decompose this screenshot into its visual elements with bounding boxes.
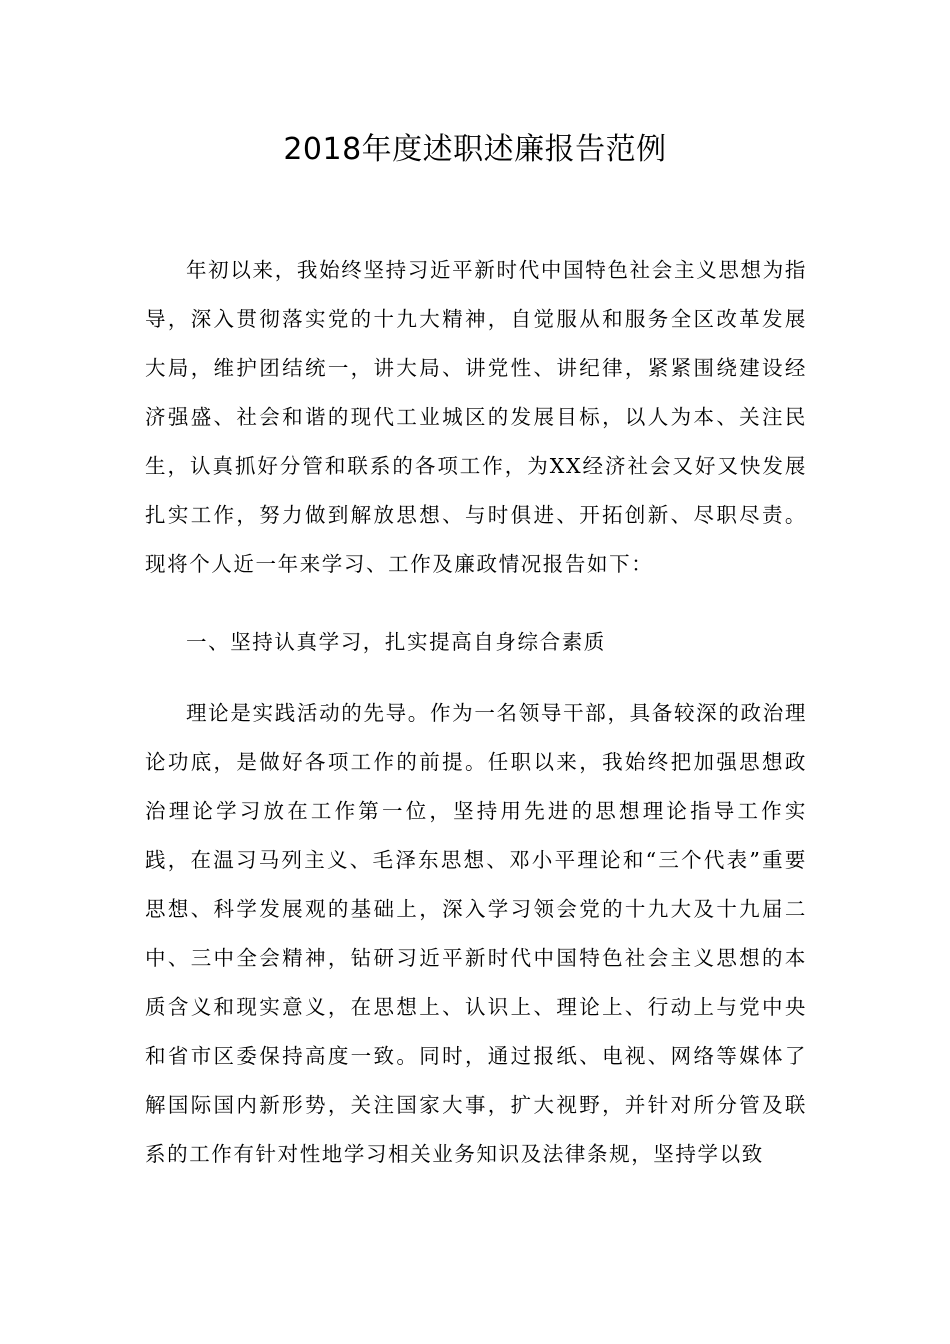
body-paragraph-intro: [145, 246, 807, 589]
body-paragraph-theory: [145, 689, 807, 1179]
section-heading-1: [145, 618, 807, 667]
paragraph-text: 理论是实践活动的先导。作为一名领导干部，具备较深的政治理论功底，是做好各项工作的前提。任职以来，我始终把加强思想政治理论学习放在工作第一位，坚持用先进的思想理论指导工作实践，在温习马列主义、毛泽东思想、邓小平理论和“三个代表”重要思想、科学发展观的基础上，深入学习领会党的十九大及十九届二中、三中全会精神，钻研习近平新时代中国特色社会主义思想的本质含义和现实意义，在思想上、认识上、理论上、行动上与党中央和省市区委保持高度一致。同时，通过报纸、电视、网络等媒体了解国际国内新形势，关注国家大事，扩大视野，并针对所分管及联系的工作有针对性地学习相关业务知识及法律条规，坚持学以致: [145, 701, 807, 1166]
paragraph-text: 年初以来，我始终坚持习近平新时代中国特色社会主义思想为指导，深入贯彻落实党的十九大精神，自觉服从和服务全区改革发展大局，维护团结统一，讲大局、讲党性、讲纪律，紧紧围绕建设经济强盛、社会和谐的现代工业城区的发展目标，以人为本、关注民生，认真抓好分管和联系的各项工作，为XX经济社会又好又快发展扎实工作，努力做到解放思想、与时俱进、开拓创新、尽职尽责。现将个人近一年来学习、工作及廉政情况报告如下：: [145, 258, 807, 576]
section-heading-text: 一、坚持认真学习，扎实提高自身综合素质: [186, 630, 606, 654]
document-title: 2018年度述职述廉报告范例: [283, 132, 667, 167]
